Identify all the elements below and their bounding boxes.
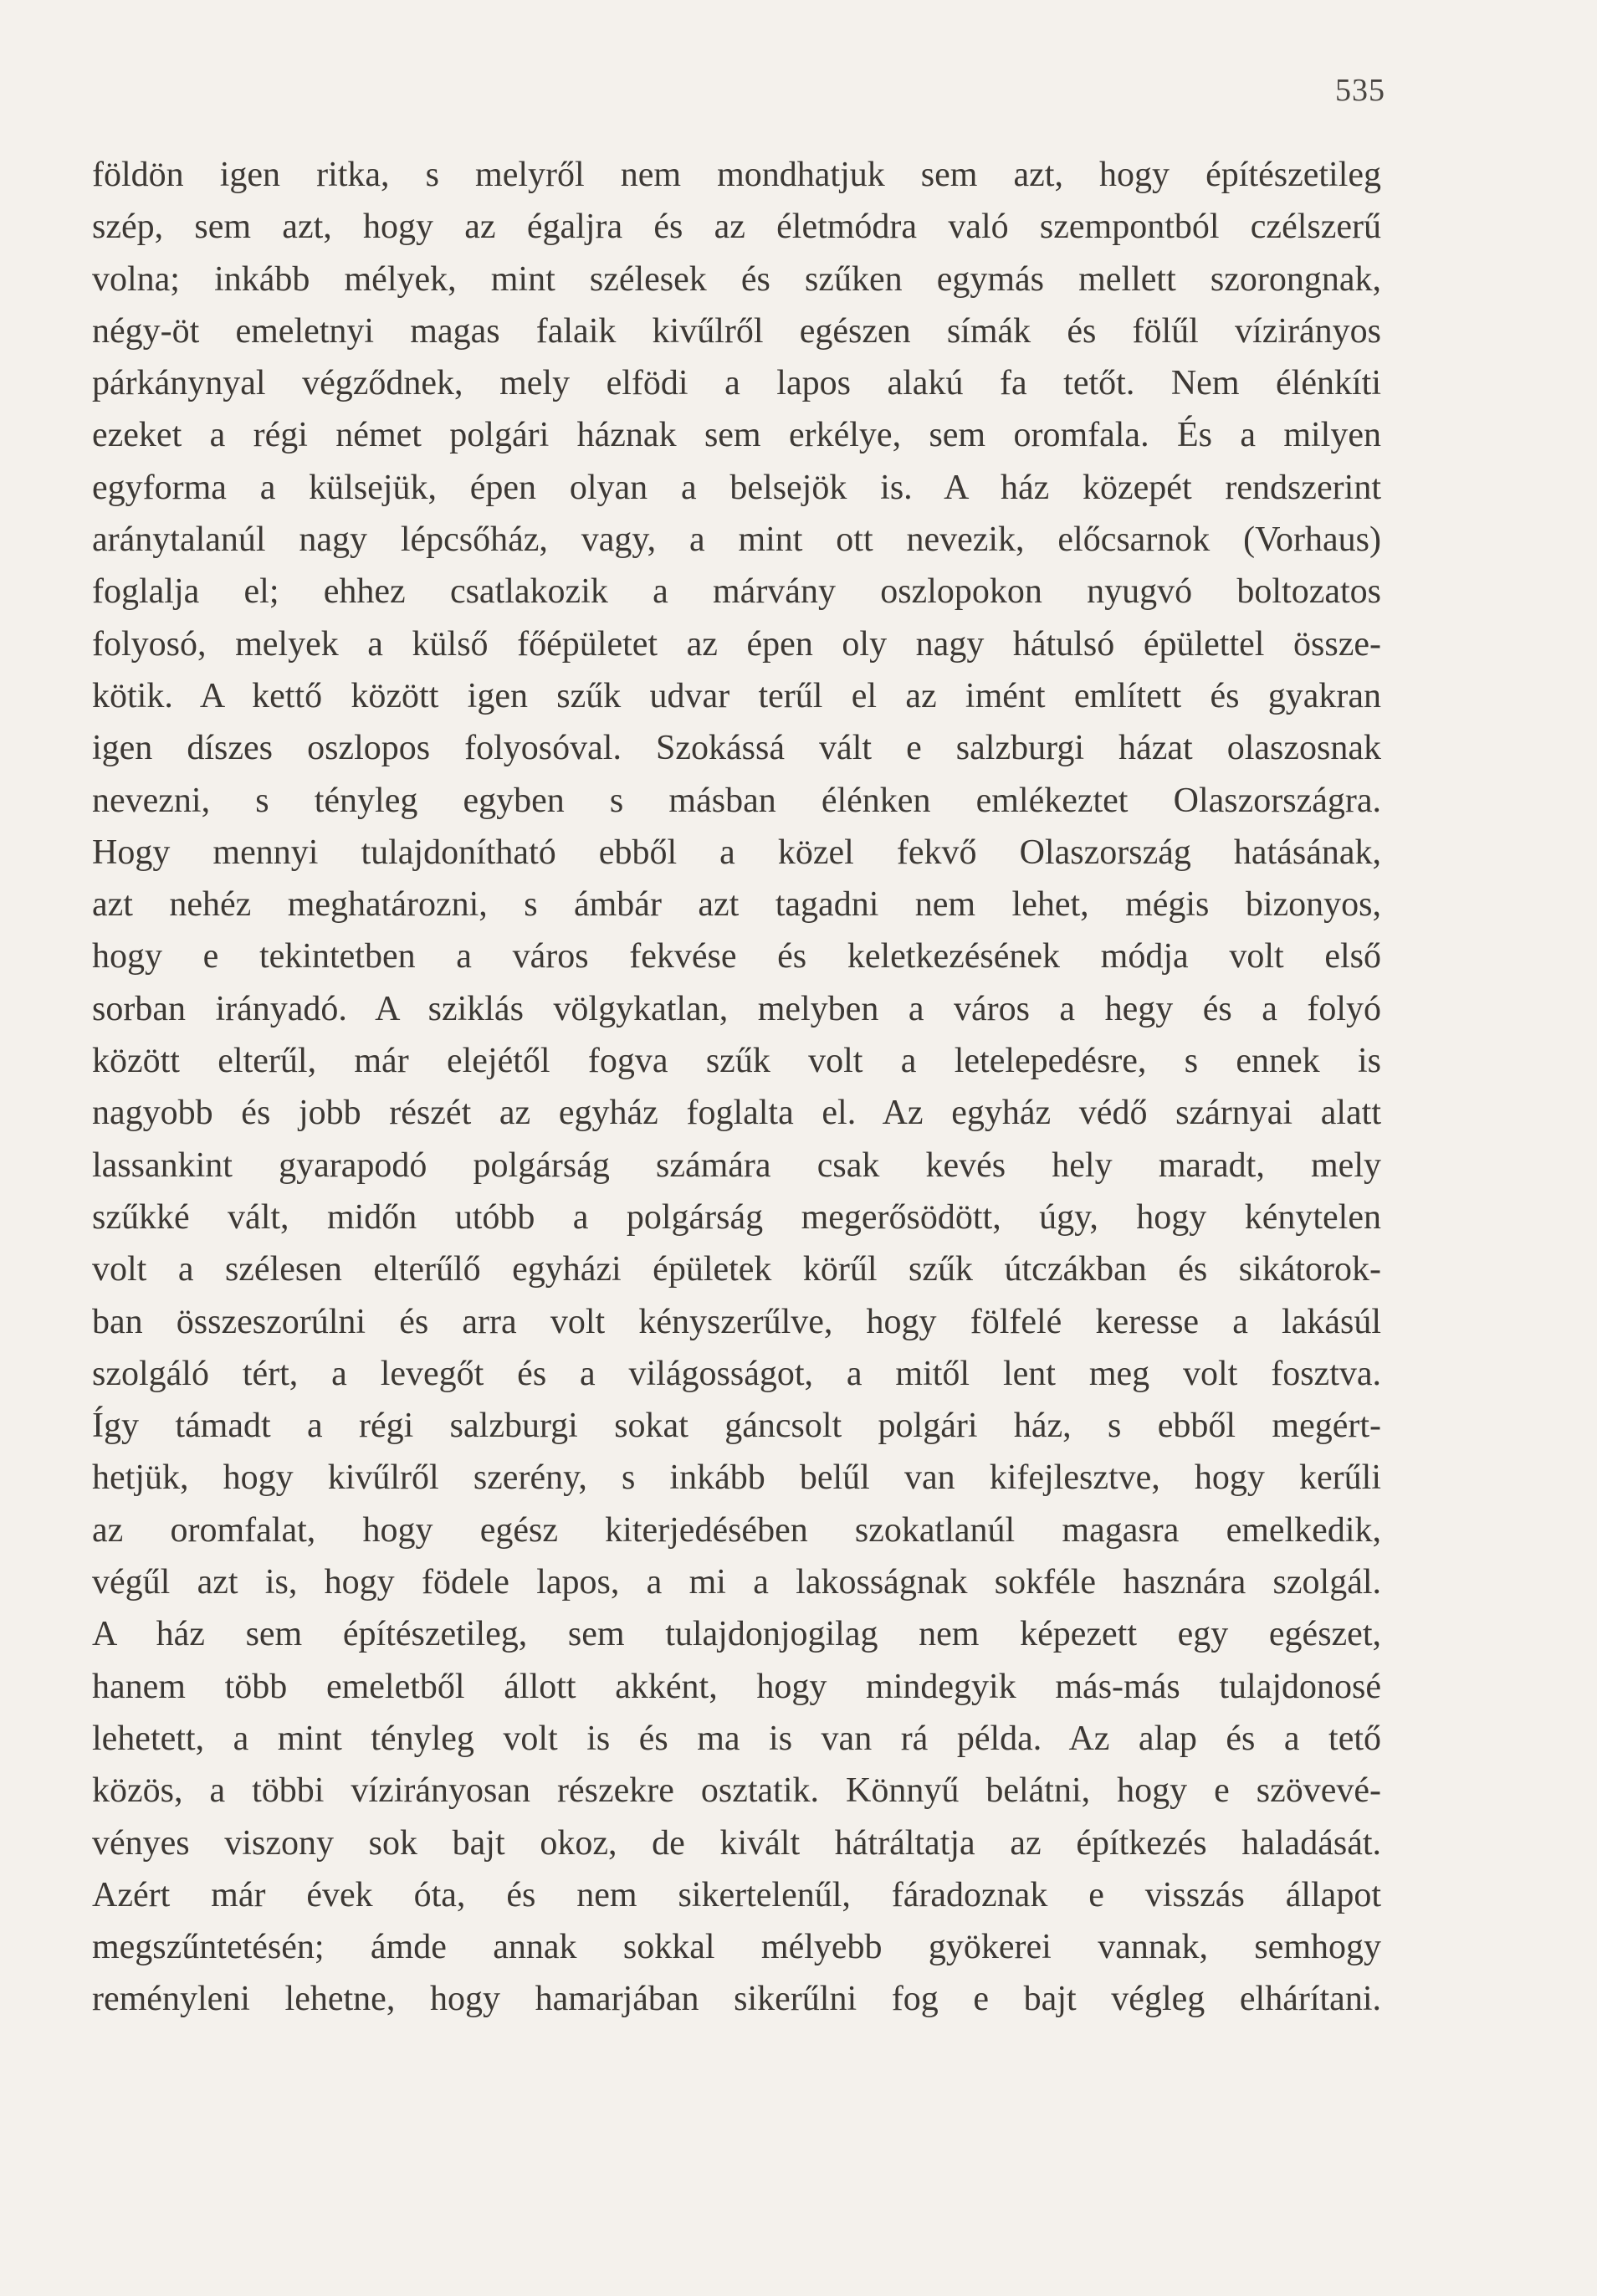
text-line: aránytalanúl nagy lépcsőház, vagy, a mint ott nevezik, előcsarnok (Vorhaus) <box>92 520 1381 560</box>
text-line: Hogy mennyi tulajdonítható ebből a közel fekvő Olaszország hatásának, <box>92 833 1381 872</box>
text-line: Így támadt a régi salzburgi sokat gáncsolt polgári ház, s ebből megért- <box>92 1407 1381 1446</box>
text-line: földön igen ritka, s melyről nem mondhatjuk sem azt, hogy építészetileg <box>92 156 1381 194</box>
page-number: 535 <box>1335 73 1385 108</box>
text-line: nagyobb és jobb részét az egyház foglalta el. Az egyház védő szárnyai alatt <box>92 1094 1381 1133</box>
text-line: reményleni lehetne, hogy hamarjában sikerűlni fog e bajt végleg elhárítani. <box>92 1980 1381 2019</box>
text-line: nevezni, s tényleg egyben s másban élénken emlékeztet Olaszországra. <box>92 781 1381 820</box>
text-line: A ház sem építészetileg, sem tulajdonjogilag nem képezett egy egészet, <box>92 1615 1381 1654</box>
text-line: hanem több emeletből állott akként, hogy mindegyik más-más tulajdonosé <box>92 1667 1381 1706</box>
text-line: négy-öt emeletnyi magas falaik kivűlről egészen símák és fölűl vízirányos <box>92 311 1381 351</box>
text-line: közös, a többi vízirányosan részekre osztatik. Könnyű belátni, hogy e szövevé- <box>92 1771 1381 1811</box>
text-line: lassankint gyarapodó polgárság számára csak kevés hely maradt, mely <box>92 1145 1381 1185</box>
text-line: Azért már évek óta, és nem sikertelenűl, fáradoznak e visszás állapot <box>92 1875 1381 1914</box>
text-line: egyforma a külsejük, épen olyan a belsejök is. A ház közepét rendszerint <box>92 468 1381 507</box>
text-line: szolgáló tért, a levegőt és a világosságot, a mitől lent meg volt fosztva. <box>92 1354 1381 1393</box>
body-text <box>92 149 1381 2026</box>
text-line: az oromfalat, hogy egész kiterjedésében szokatlanúl magasra emelkedik, <box>92 1510 1381 1550</box>
text-line: végűl azt is, hogy födele lapos, a mi a lakosságnak sokféle hasznára szolgál. <box>92 1563 1381 1602</box>
text-line: kötik. A kettő között igen szűk udvar terűl el az imént említett és gyakran <box>92 676 1381 715</box>
text-line: ezeket a régi német polgári háznak sem erkélye, sem oromfala. És a milyen <box>92 416 1381 455</box>
text-line: hogy e tekintetben a város fekvése és keletkezésének módja volt első <box>92 937 1381 976</box>
text-line: foglalja el; ehhez csatlakozik a márvány oszlopokon nyugvó boltozatos <box>92 572 1381 612</box>
text-line: sorban irányadó. A sziklás völgykatlan, melyben a város a hegy és a folyó <box>92 989 1381 1028</box>
text-line: megszűntetésén; ámde annak sokkal mélyebb gyökerei vannak, semhogy <box>92 1928 1381 1967</box>
text-line: ban összeszorúlni és arra volt kényszerűlve, hogy fölfelé keresse a lakásúl <box>92 1302 1381 1341</box>
text-line: azt nehéz meghatározni, s ámbár azt tagadni nem lehet, mégis bizonyos, <box>92 885 1381 925</box>
text-line: között elterűl, már elejétől fogva szűk volt a letelepedésre, s ennek is <box>92 1042 1381 1081</box>
text-line: lehetett, a mint tényleg volt is és ma is van rá példa. Az alap és a tető <box>92 1719 1381 1758</box>
text-line: párkánynyal végződnek, mely elfödi a lapos alakú fa tetőt. Nem élénkíti <box>92 364 1381 403</box>
text-line: hetjük, hogy kivűlről szerény, s inkább belűl van kifejlesztve, hogy kerűli <box>92 1458 1381 1498</box>
text-line: volt a szélesen elterűlő egyházi épületek körűl szűk útczákban és sikátorok- <box>92 1250 1381 1289</box>
text-line: volna; inkább mélyek, mint szélesek és szűken egymás mellett szorongnak, <box>92 259 1381 299</box>
text-line: szűkké vált, midőn utóbb a polgárság megerősödött, úgy, hogy kénytelen <box>92 1197 1381 1237</box>
text-line: igen díszes oszlopos folyosóval. Szokássá vált e salzburgi házat olaszosnak <box>92 729 1381 768</box>
text-line: szép, sem azt, hogy az égaljra és az életmódra való szempontból czélszerű <box>92 208 1381 247</box>
text-line: vényes viszony sok bajt okoz, de kivált hátráltatja az építkezés haladását. <box>92 1823 1381 1863</box>
text-line: folyosó, melyek a külső főépületet az épen oly nagy hátulsó épülettel össze- <box>92 624 1381 664</box>
